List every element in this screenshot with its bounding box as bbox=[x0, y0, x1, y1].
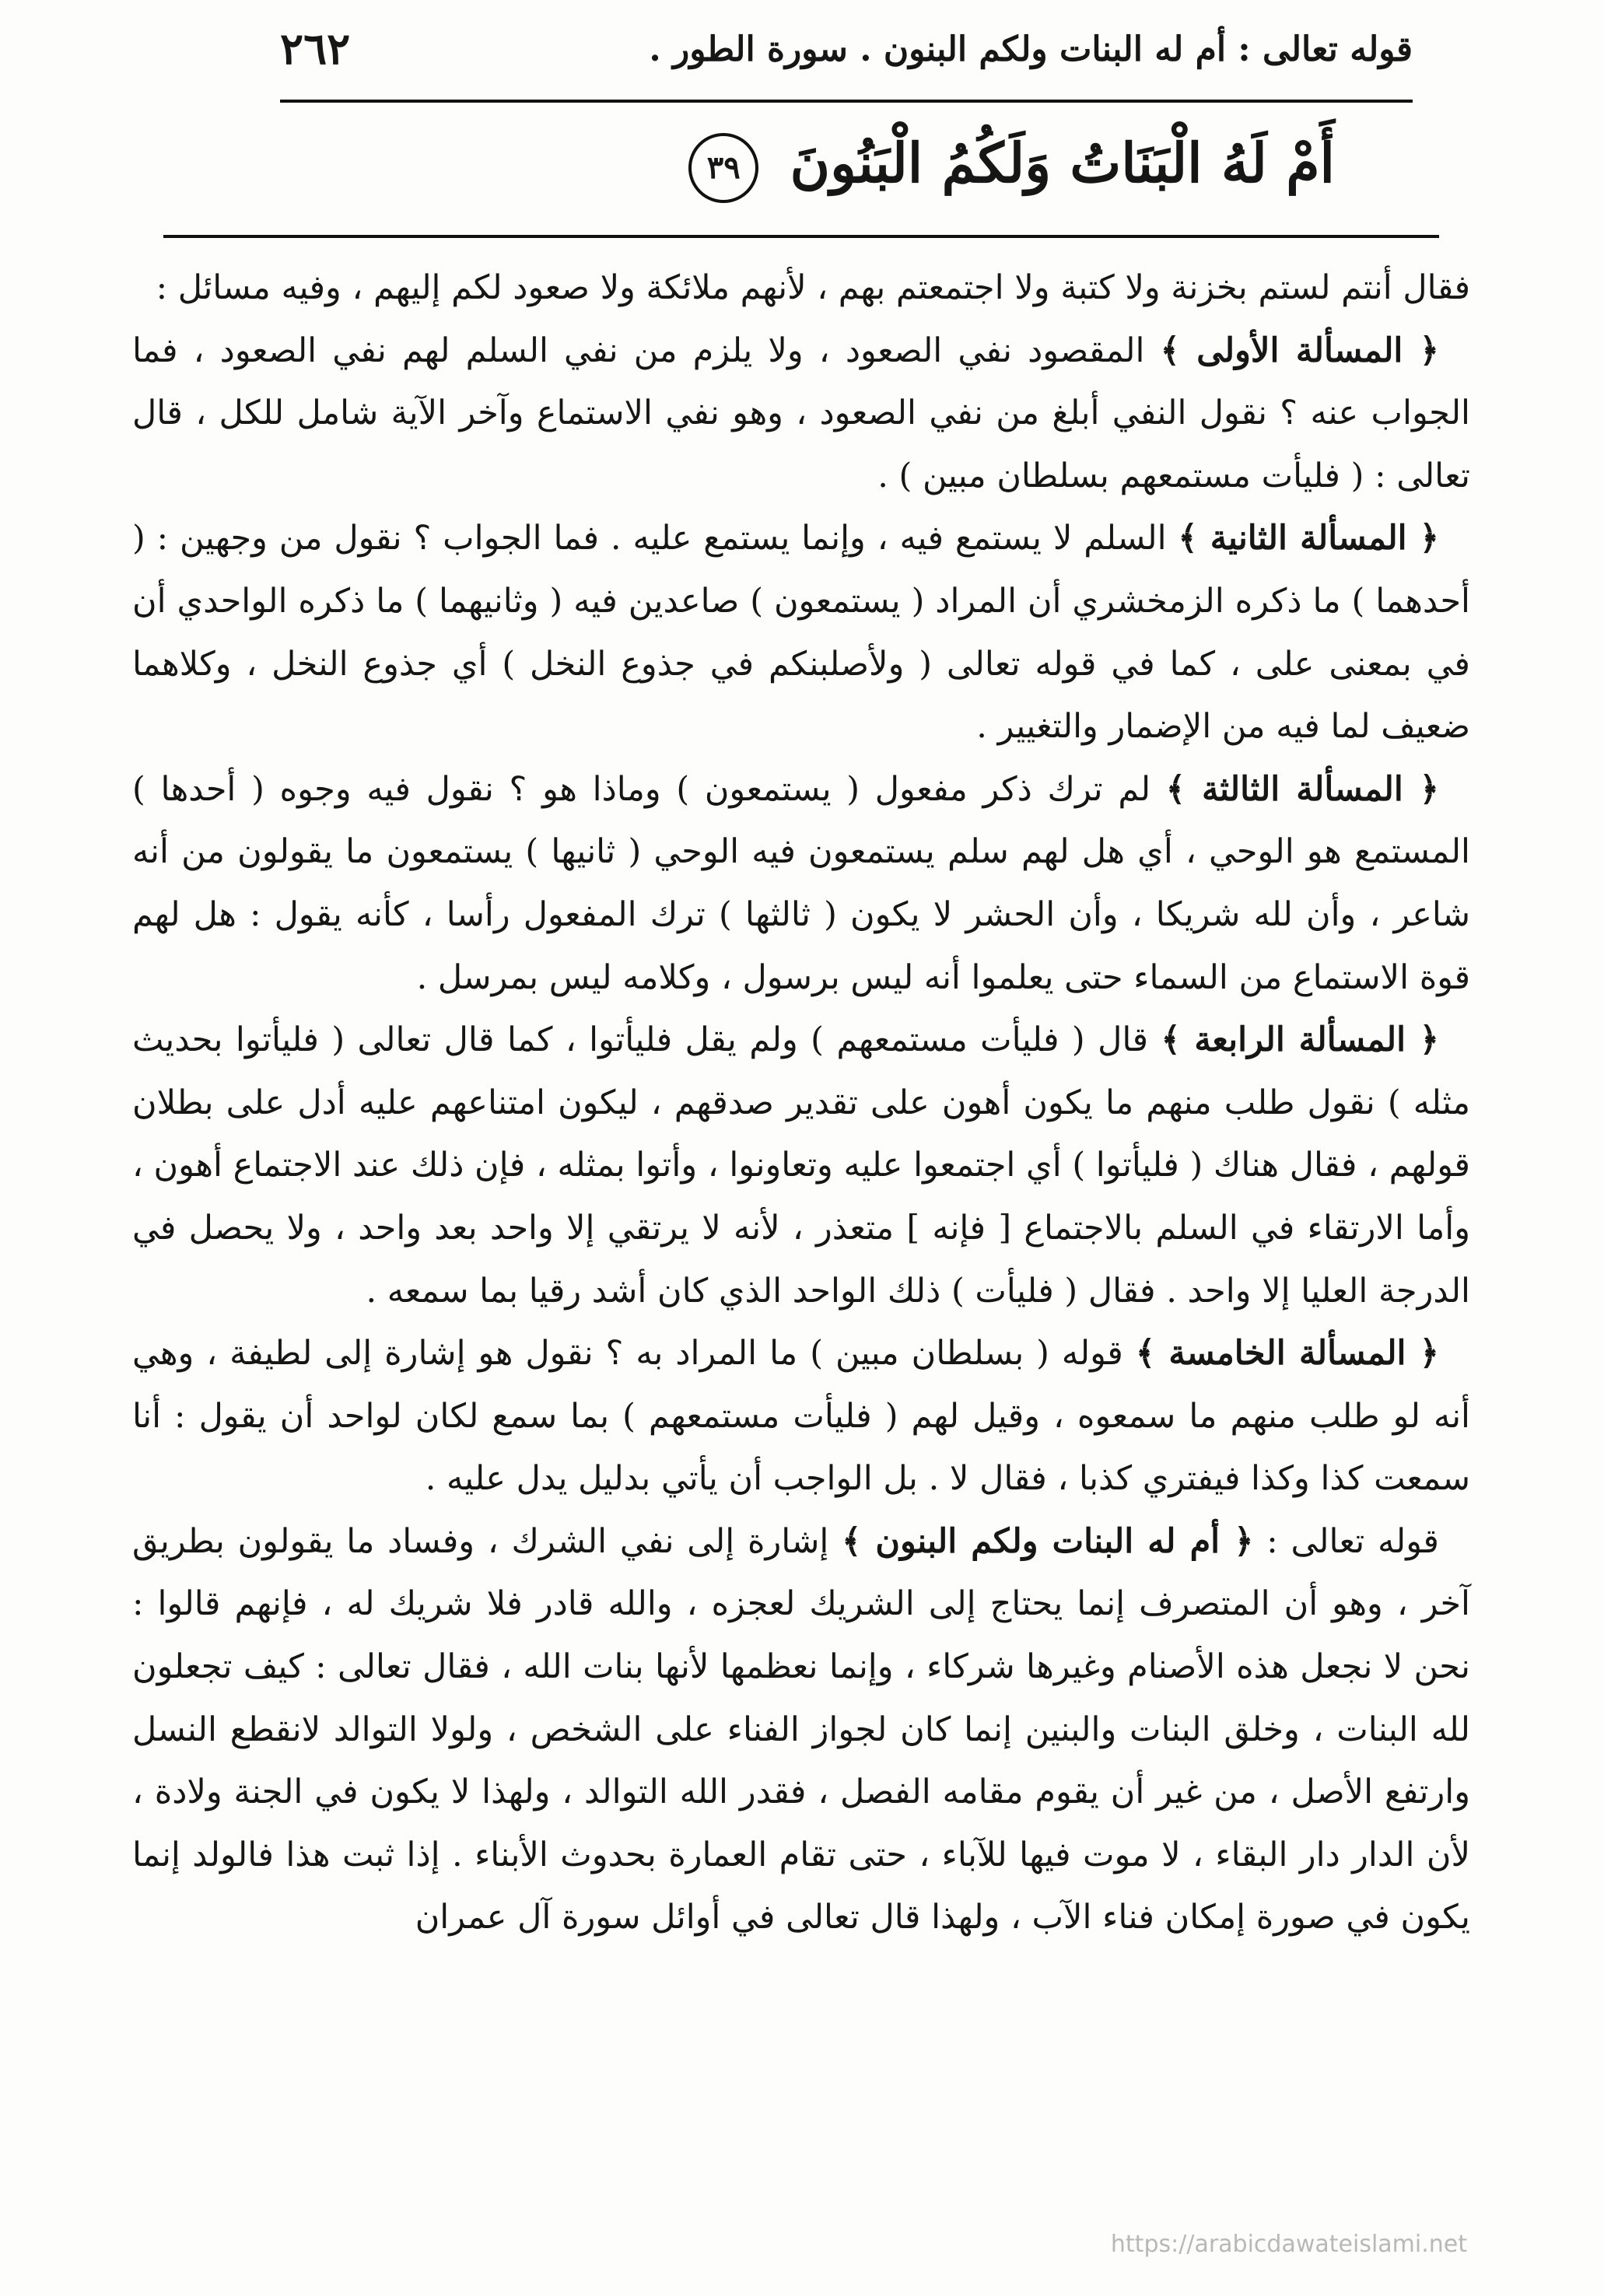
page-number: ٢٦٢ bbox=[280, 23, 351, 75]
verse-banner bbox=[233, 117, 1335, 210]
issue-2-heading: ﴿ المسألة الثانية ﴾ bbox=[1178, 519, 1440, 558]
verse-commentary-text: إشارة إلى نفي الشرك ، وفساد ما يقولون بطريق آخر ، وهو أن المتصرف إنما يحتاج إلى الشريك لعجزه ، والله قادر فلا شريك له ، فإنهم قالوا : نحن لا نجعل هذه الأصنام وغيرها شركاء ، وإنما نعظمها لأنها بنات الله ، فقال تعالى : كيف تجعلون لله البنات ، وخلق البنات والبنين إنما كان لجواز الفناء على الشخص ، ولولا التوالد لانقطع النسل وارتفع الأصل ، من غير أن يقوم مقامه الفصل ، فقدر الله التوالد ، ولهذا لا يكون في الجنة ولادة ، لأن الدار دار البقاء ، لا موت فيها للآباء ، حتى تقام العمارة بحدوث الأبناء . إذا ثبت هذا فالولد إنما يكون في صورة إمكان فناء الآب ، ولهذا قال تعالى في أوائل سورة آل عمران bbox=[132, 1521, 1470, 1937]
issue-4-heading: ﴿ المسألة الرابعة ﴾ bbox=[1161, 1020, 1440, 1060]
issue-3-text: لم ترك ذكر مفعول ( يستمعون ) وماذا هو ؟ نقول فيه وجوه ( أحدها ) المستمع هو الوحي ، أي هل لهم سلم يستمعون فيه الوحي ( ثانيها ) يستمعون ما يقولون من أنه شاعر ، وأن لله شريكا ، وأن الحشر لا يكون ( ثالثها ) ترك المفعول رأسا ، كأنه يقول : هل لهم قوة الاستماع من السماء حتى يعلموا أنه ليس برسول ، وكلامه ليس بمرسل . bbox=[132, 769, 1470, 997]
divider-rule bbox=[163, 235, 1439, 238]
issue-4-paragraph bbox=[132, 1009, 1470, 1322]
issue-3-paragraph bbox=[132, 758, 1470, 1009]
issue-1-text: المقصود نفي الصعود ، ولا يلزم من نفي السلم لهم نفي الصعود ، فما الجواب عنه ؟ نقول النفي أبلغ من نفي الصعود ، وهو نفي الاستماع وآخر الآية شامل للكل ، قال تعالى : ( فليأت مستمعهم بسلطان مبين ) . bbox=[132, 331, 1470, 495]
verse-commentary-lead: قوله تعالى : bbox=[1266, 1521, 1439, 1561]
issue-5-heading: ﴿ المسألة الخامسة ﴾ bbox=[1135, 1334, 1439, 1374]
page-header bbox=[280, 14, 1413, 103]
issue-2-text: السلم لا يستمع فيه ، وإنما يستمع عليه . فما الجواب ؟ نقول من وجهين : ( أحدهما ) ما ذكره الزمخشري أن المراد ( يستمعون ) صاعدين فيه ( وثانيهما ) ما ذكره الواحدي أن في بمعنى على ، كما في قوله تعالى ( ولأصلبنكم في جذوع النخل ) أي جذوع النخل ، وكلاهما ضعيف لما فيه من الإضمار والتغيير . bbox=[132, 519, 1470, 747]
source-watermark-link[interactable]: https://arabicdawateislami.net bbox=[1110, 2231, 1467, 2258]
issue-5-text: قوله ( بسلطان مبين ) ما المراد به ؟ نقول هو إشارة إلى لطيفة ، وهي أنه لو طلب منهم ما سمعوه ، وقيل لهم ( فليأت مستمعهم ) بما سمع لكان لواحد أن يقول : أنا سمعت كذا وكذا فيفتري كذبا ، فقال لا . بل الواجب أن يأتي بدليل يدل عليه . bbox=[132, 1334, 1470, 1499]
issue-1-paragraph bbox=[132, 320, 1470, 508]
verse-commentary-paragraph bbox=[132, 1510, 1470, 1949]
issue-3-heading: ﴿ المسألة الثالثة ﴾ bbox=[1165, 769, 1439, 809]
issue-4-text: قال ( فليأت مستمعهم ) ولم يقل فليأتوا ، كما قال تعالى ( فليأتوا بحديث مثله ) نقول طلب منهم ما يكون أهون على تقدير صدقهم ، ليكون امتناعهم عليه أدل على بطلان قولهم ، فقال هناك ( فليأتوا ) أي اجتمعوا عليه وتعاونوا ، وأتوا بمثله ، فإن ذلك عند الاجتماع أهون ، وأما الارتقاء في السلم بالاجتماع [ فإنه ] متعذر ، لأنه لا يرتقي إلا واحد بعد واحد ، ولا يحصل في الدرجة العليا إلا واحد . فقال ( فليأت ) ذلك الواحد الذي كان أشد رقيا بما سمعه . bbox=[132, 1020, 1470, 1311]
issue-1-heading: ﴿ المسألة الأولى ﴾ bbox=[1160, 331, 1440, 370]
issue-5-paragraph bbox=[132, 1322, 1470, 1510]
verse-number-mark: ٣٩ bbox=[688, 133, 758, 203]
verse-text: أَمْ لَهُ الْبَنَاتُ وَلَكُمُ الْبَنُونَ bbox=[790, 131, 1335, 195]
commentary-body bbox=[132, 257, 1470, 1949]
running-head: قوله تعالى : أم له البنات ولكم البنون . سورة الطور . bbox=[649, 30, 1413, 69]
verse-commentary-heading: ﴿ أم له البنات ولكم البنون ﴾ bbox=[842, 1521, 1254, 1561]
issue-2-paragraph bbox=[132, 507, 1470, 758]
intro-paragraph: فقال أنتم لستم بخزنة ولا كتبة ولا اجتمعتم بهم ، لأنهم ملائكة ولا صعود لكم إليهم ، وفيه مسائل : bbox=[156, 268, 1470, 307]
